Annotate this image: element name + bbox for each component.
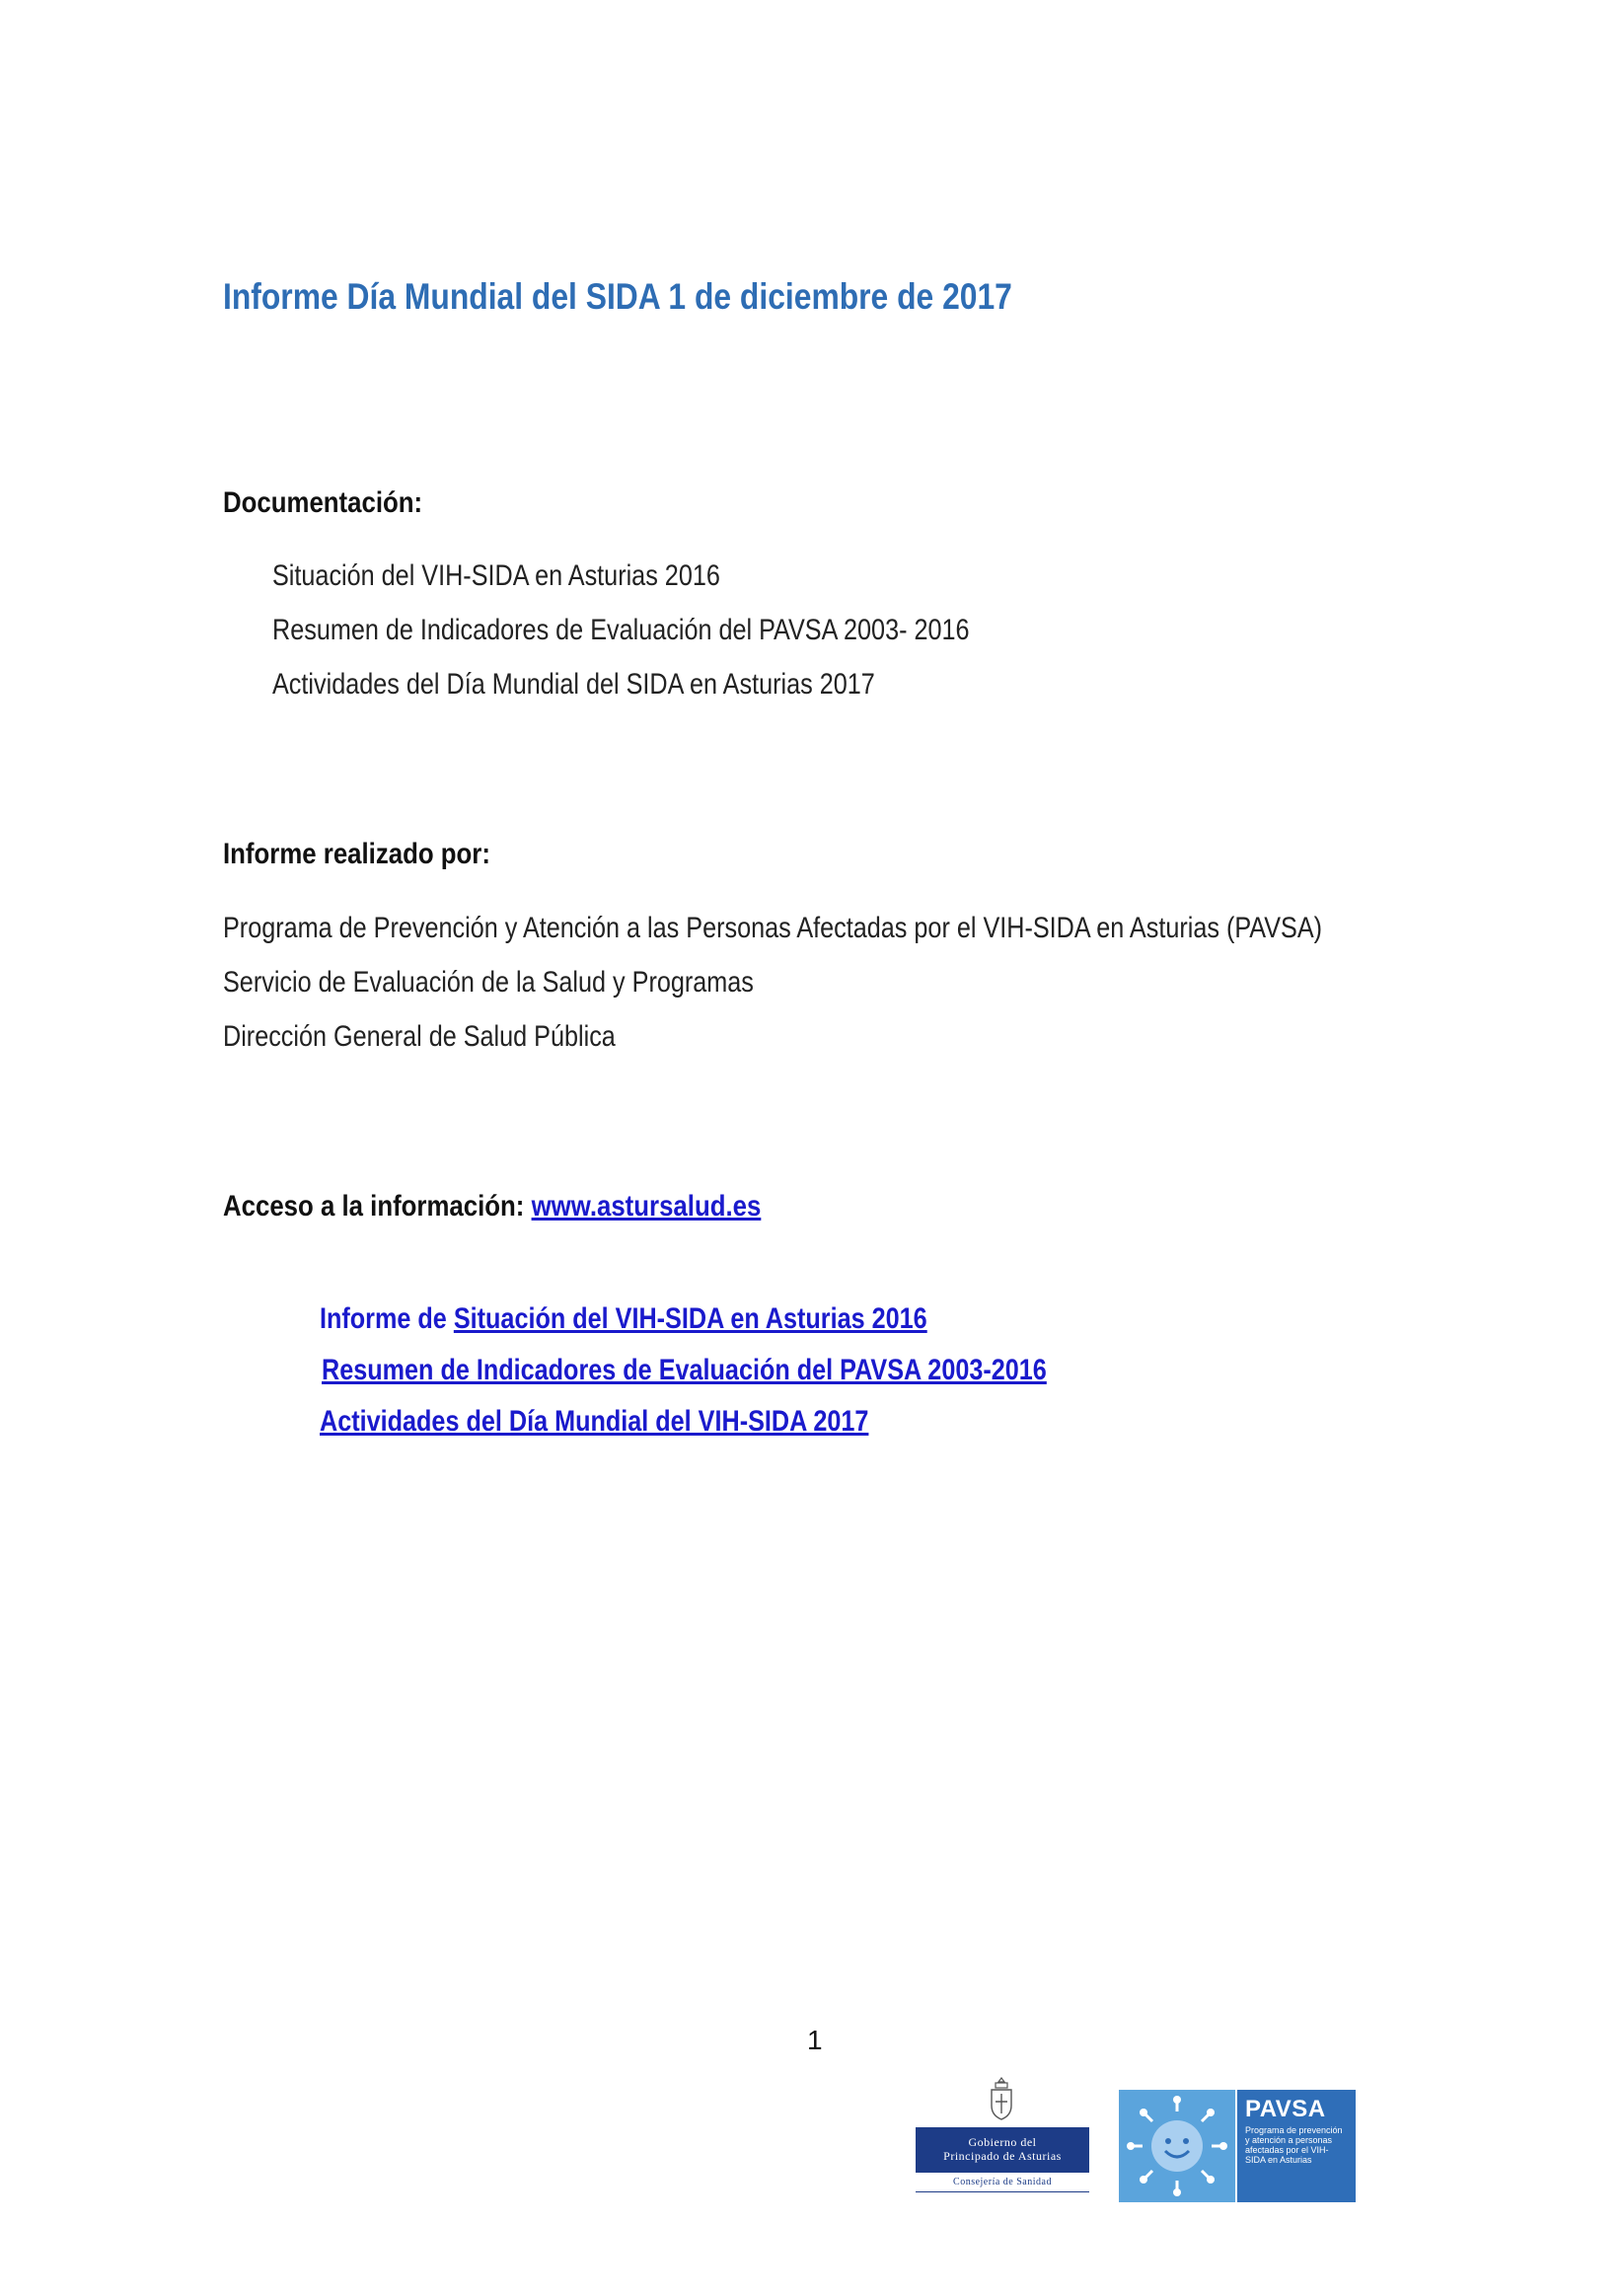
virus-smile-icon [1119,2090,1235,2202]
situacion-link[interactable]: Situación del VIH-SIDA en Asturias 2016 [453,1302,927,1335]
acceso-heading: Acceso a la información: [223,1190,525,1222]
page-number: 1 [807,2025,823,2055]
astursalud-link[interactable]: www.astursalud.es [531,1190,762,1222]
documentacion-item: Resumen de Indicadores de Evaluación del PAVSA 2003- 2016 [272,614,970,646]
realizado-item: Dirección General de Salud Pública [223,1020,616,1053]
gobierno-subline: Consejería de Sanidad [916,2177,1089,2192]
pavsa-logo [1119,2090,1356,2202]
pavsa-name: PAVSA [1245,2096,1326,2122]
gobierno-logo [916,2076,1089,2194]
pavsa-text-block [1237,2090,1356,2202]
documentacion-heading: Documentación: [223,486,423,519]
actividades-link[interactable]: Actividades del Día Mundial del VIH-SIDA 2017 [320,1405,869,1438]
realizado-item: Servicio de Evaluación de la Salud y Programas [223,966,754,999]
documentacion-item: Situación del VIH-SIDA en Asturias 2016 [272,559,720,592]
acceso-line [223,1190,761,1223]
gobierno-band [916,2127,1089,2173]
informe-link-line [320,1302,927,1336]
page-title: Informe Día Mundial del SIDA 1 de diciembre de 2017 [223,276,1012,317]
pavsa-emblem [1119,2090,1235,2202]
gobierno-line1: Gobierno del [968,2135,1037,2149]
resumen-link[interactable]: Resumen de Indicadores de Evaluación del PAVSA 2003-2016 [322,1354,1047,1386]
pavsa-description: Programa de prevención y atención a personas afectadas por el VIH-SIDA en Asturias [1245,2125,1343,2165]
crest-icon [987,2076,1016,2121]
realizado-heading: Informe realizado por: [223,838,490,870]
documentacion-item: Actividades del Día Mundial del SIDA en Asturias 2017 [272,668,875,701]
realizado-item: Programa de Prevención y Atención a las Personas Afectadas por el VIH-SIDA en Asturias (PAVSA) [223,912,1323,944]
informe-prefix: Informe de [320,1302,454,1335]
gobierno-line2: Principado de Asturias [943,2149,1062,2163]
